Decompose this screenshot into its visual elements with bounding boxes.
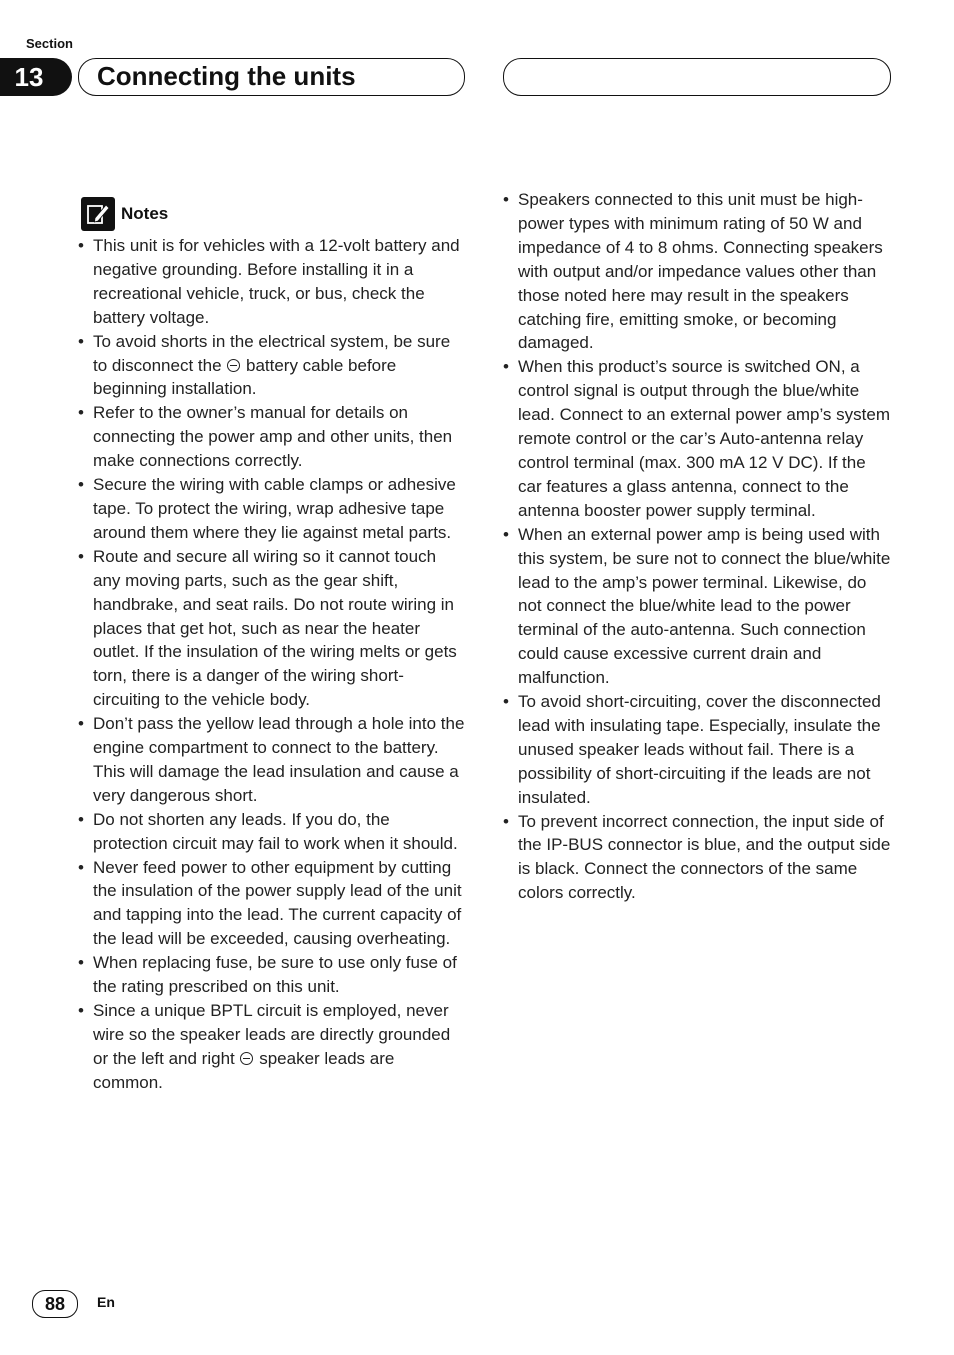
list-item [78,473,466,545]
notes-list-right [503,188,891,905]
list-item-text: Route and secure all wiring so it cannot touch any moving parts, such as the gear shift, handbrake, and seat rails. Do not route wiring in places that get hot, such as near the heater outlet. If the insulation of the wiring melts or gets torn, there is a danger of the wiring short-circuiting to the vehicle body. [93,546,457,710]
list-item-text: Refer to the owner’s manual for details on connecting the power amp and other units, then make connections correctly. [93,403,453,471]
minus-circle-icon [227,359,240,372]
list-item [78,545,466,712]
page-number: 88 [32,1290,78,1318]
list-item-text: Don’t pass the yellow lead through a hole into the engine compartment to connect to the battery. This will damage the lead insulation and cause a very dangerous short. [93,714,465,805]
list-item [78,330,466,402]
notes-list-left [78,234,466,1095]
list-item [78,234,466,330]
list-item-text: To avoid shorts in the electrical system, be sure to disconnect the [93,331,451,375]
list-item [503,810,891,906]
list-item [503,355,891,522]
list-item-text: To avoid short-circuiting, cover the disconnected lead with insulating tape. Especially, insulate the unused speaker leads without fail. There is a possibility of short-circuiting if the leads are not insulated. [518,692,881,807]
list-item-text: speaker leads are common. [93,1048,395,1092]
notes-header [78,196,466,232]
list-item-text: Since a unique BPTL circuit is employed, never wire so the speaker leads are directly grounded or the left and right [93,1001,451,1068]
minus-circle-icon [240,1052,253,1065]
list-item [78,808,466,856]
list-item [78,999,466,1095]
list-item [78,401,466,473]
list-item-text: When this product’s source is switched ON, a control signal is output through the blue/white lead. Connect to an external power amp’s system remote control or the car’s Auto-antenna relay control terminal (max. 300 mA 12 V DC). If the car features a glass antenna, connect to the antenna booster power supply terminal. [518,357,890,520]
list-item-text: Never feed power to other equipment by cutting the insulation of the power supply lead of the unit and tapping into the lead. The current capacity of the lead will be exceeded, causing overheating. [93,857,462,949]
list-item-text: When replacing fuse, be sure to use only fuse of the rating prescribed on this unit. [93,953,457,997]
pencil-note-icon [81,197,115,231]
notes-heading: Notes [121,204,169,224]
left-column [78,196,466,1095]
list-item-text: Speakers connected to this unit must be high-power types with minimum rating of 50 W and impedance of 4 to 8 ohms. Connecting speakers with output and/or impedance values other than those noted here may result in the speakers catching fire, emitting smoke, or becoming damaged. [518,190,883,353]
list-item-text: This unit is for vehicles with a 12-volt battery and negative grounding. Before installing it in a recreational vehicle, truck, or bus, check the battery voltage. [93,236,460,327]
section-number-badge: 13 [0,58,72,96]
title-frame [78,58,465,96]
page-title: Connecting the units [97,61,356,91]
list-item [78,712,466,808]
section-label: Section [26,36,73,51]
list-item [503,690,891,810]
list-item [78,856,466,952]
list-item-text: Do not shorten any leads. If you do, the protection circuit may fail to work when it should. [93,809,458,853]
right-column [503,188,891,905]
empty-header-frame [503,58,891,96]
list-item [503,188,891,355]
list-item-text: battery cable before beginning installation. [93,355,397,399]
list-item [503,523,891,690]
language-label: En [97,1294,115,1310]
list-item-text: To prevent incorrect connection, the input side of the IP-BUS connector is blue, and the output side is black. Connect the connectors of the same colors correctly. [518,811,891,903]
list-item [78,951,466,999]
list-item-text: Secure the wiring with cable clamps or adhesive tape. To protect the wiring, wrap adhesive tape around them where they lie against metal parts. [93,475,456,542]
list-item-text: When an external power amp is being used with this system, be sure not to connect the blue/white lead to the amp’s power terminal. Likewise, do not connect the blue/white lead to the power terminal of the auto-antenna. Such connection could cause excessive current drain and malfunction. [518,524,891,688]
